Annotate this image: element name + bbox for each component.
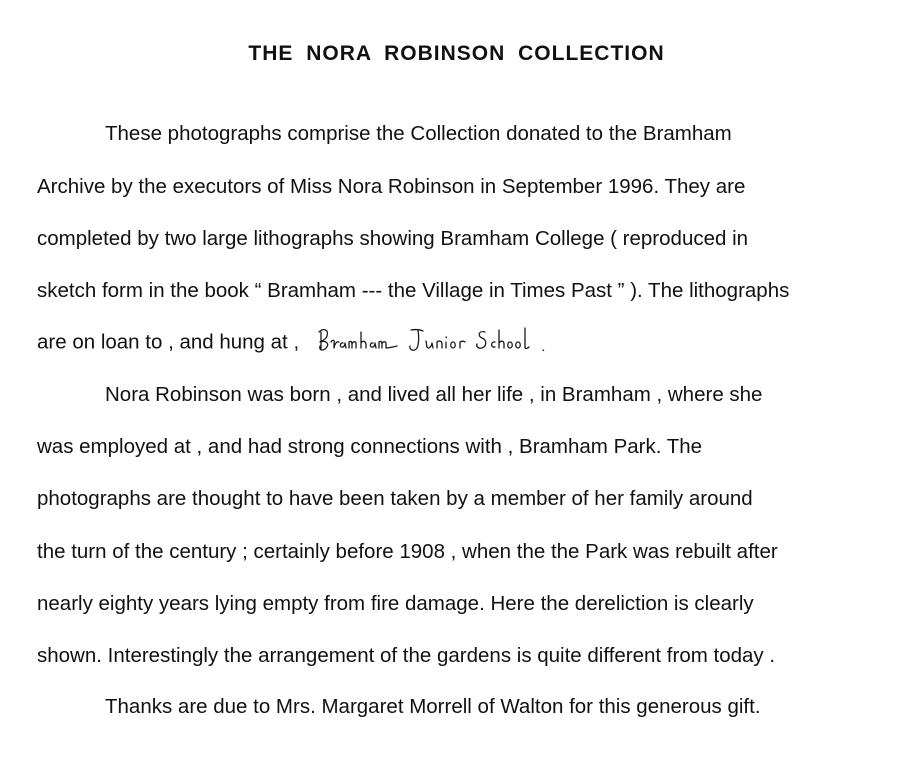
paragraph-2-line-1: Nora Robinson was born , and lived all her life , in Bramham , where she [105, 383, 763, 406]
paragraph-3-line-1: Thanks are due to Mrs. Margaret Morrell of Walton for this generous gift. [105, 695, 761, 718]
paragraph-1-line-4: sketch form in the book “ Bramham --- the Village in Times Past ” ). The lithographs [37, 279, 790, 302]
paragraph-1-line-5-row [37, 328, 557, 358]
document-title: THE NORA ROBINSON COLLECTION [248, 42, 665, 65]
paragraph-1-line-2: Archive by the executors of Miss Nora Robinson in September 1996. They are [37, 175, 746, 198]
paragraph-2-line-2: was employed at , and had strong connections with , Bramham Park. The [37, 435, 703, 458]
paragraph-1-line-3: completed by two large lithographs showing Bramham College ( reproduced in [37, 227, 749, 250]
handwritten-note-drawing [317, 324, 557, 354]
paragraph-1-line-5: are on loan to , and hung at , [37, 330, 300, 354]
paragraph-2-line-5: nearly eighty years lying empty from fire damage. Here the dereliction is clearly [37, 592, 754, 615]
paragraph-2-line-3: photographs are thought to have been taken by a member of her family around [37, 487, 753, 510]
handwritten-note [317, 324, 557, 354]
paragraph-2-line-6: shown. Interestingly the arrangement of the gardens is quite different from today . [37, 644, 776, 667]
paragraph-1-line-1: These photographs comprise the Collection donated to the Bramham [105, 122, 732, 145]
paragraph-2-line-4: the turn of the century ; certainly before 1908 , when the the Park was rebuilt after [37, 540, 778, 563]
